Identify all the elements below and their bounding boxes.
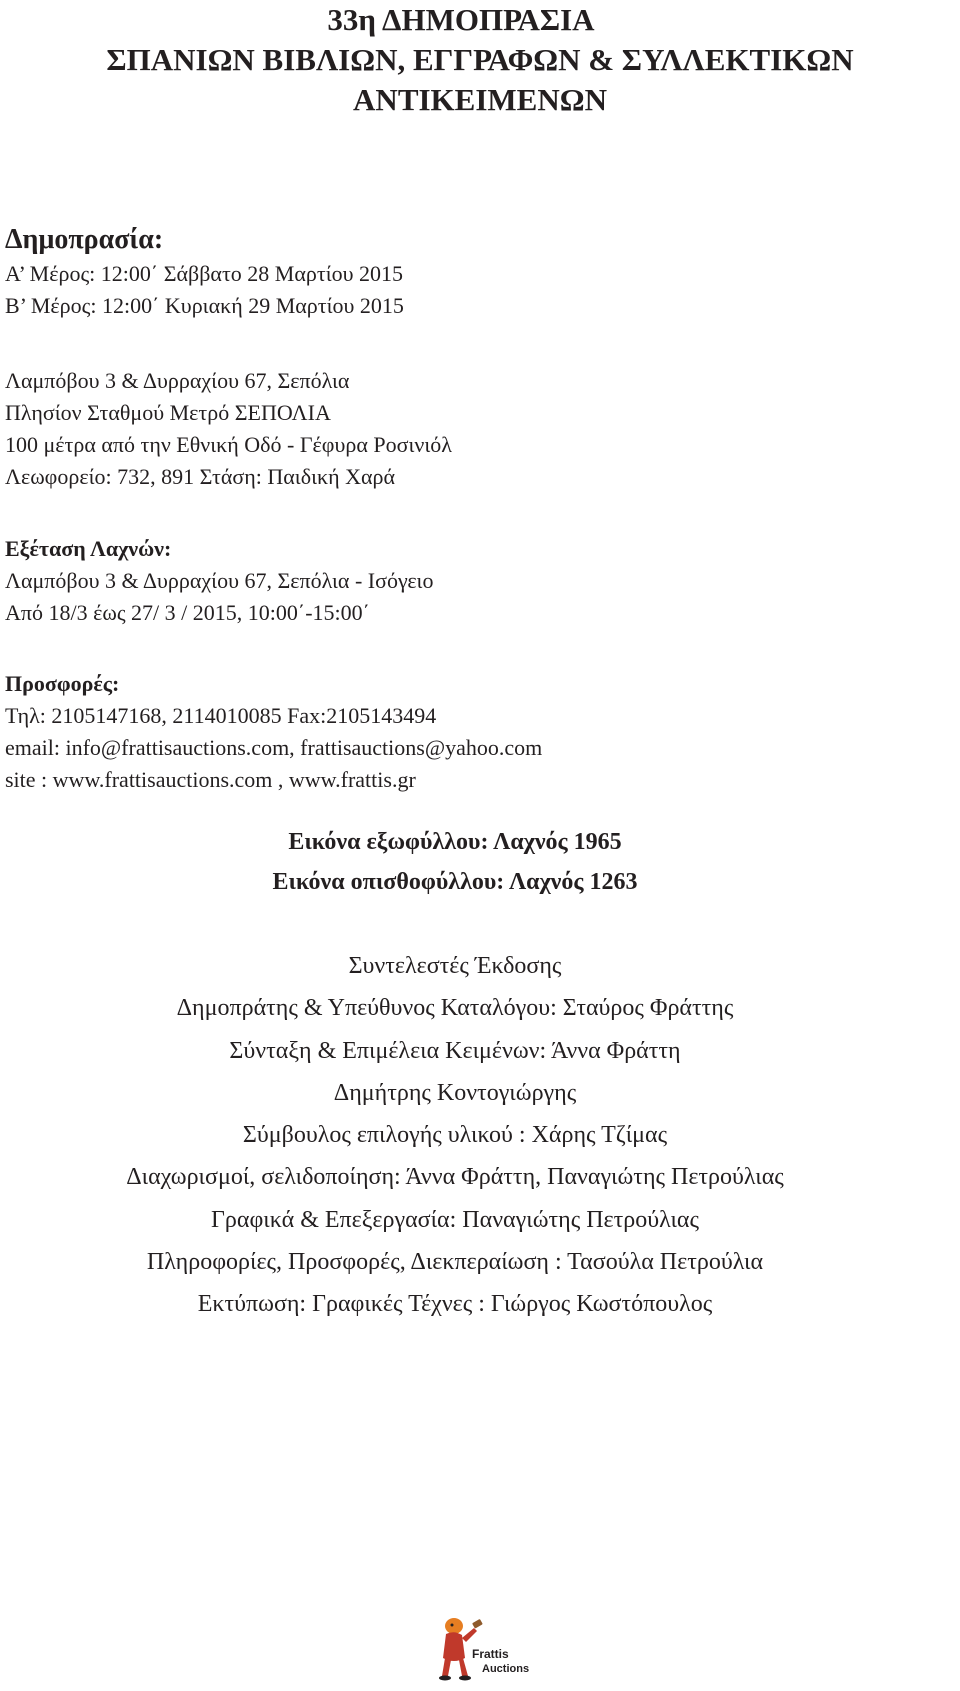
location-distance: 100 μέτρα από την Εθνική Οδό - Γέφυρα Ροσινιόλ: [5, 432, 452, 457]
auction-part-a: Α’ Μέρος: 12:00΄ Σάββατο 28 Μαρτίου 2015: [5, 261, 404, 286]
credit-line: Σύνταξη & Επιμέλεια Κειμένων: Άννα Φράττη: [229, 1037, 681, 1064]
title-line-1: 33η ΔΗΜΟΠΡΑΣΙΑ: [327, 2, 595, 37]
credits-heading: Συντελεστές Έκδοσης: [348, 953, 562, 979]
title-line-3: ΑΝΤΙΚΕΙΜΕΝΩΝ: [353, 82, 607, 117]
offers-section: [5, 668, 945, 796]
credit-line: Πληροφορίες, Προσφορές, Διεκπεραίωση : Τασούλα Πετρούλια: [146, 1249, 764, 1276]
location-metro: Πλησίον Σταθμού Μετρό ΣΕΠΟΛΙΑ: [5, 400, 331, 425]
back-cover-lot: Εικόνα οπισθοφύλλου: Λαχνός 1263: [272, 869, 638, 895]
credit-line: Σύμβουλος επιλογής υλικού : Χάρης Τζίμας: [242, 1122, 668, 1149]
viewing-heading: Εξέταση Λαχνών:: [5, 536, 172, 561]
offers-heading: Προσφορές:: [5, 671, 120, 696]
offers-phone: Τηλ: 2105147168, 2114010085 Fax:2105143494: [5, 703, 437, 728]
offers-email: email: info@frattisauctions.com, frattisauctions@yahoo.com: [5, 735, 543, 760]
offers-site: site : www.frattisauctions.com , www.frattis.gr: [5, 767, 416, 792]
credit-line: Εκτύπωση: Γραφικές Τέχνες : Γιώργος Κωστόπουλος: [197, 1291, 713, 1318]
credit-line: Δημοπράτης & Υπεύθυνος Καταλόγου: Σταύρος Φράττης: [176, 995, 734, 1022]
viewing-dates: Από 18/3 έως 27/ 3 / 2015, 10:00΄-15:00΄: [5, 600, 370, 625]
viewing-address: Λαμπόβου 3 & Δυρραχίου 67, Σεπόλια - Ισόγειο: [5, 568, 434, 593]
cover-images: [0, 822, 935, 902]
credit-line: Γραφικά & Επεξεργασία: Παναγιώτης Πετρούλιας: [211, 1206, 699, 1233]
front-cover-lot: Εικόνα εξωφύλλου: Λαχνός 1965: [288, 829, 622, 855]
location-address: Λαμπόβου 3 & Δυρραχίου 67, Σεπόλια: [5, 368, 350, 393]
credit-line: Δημήτρης Κοντογιώργης: [333, 1079, 577, 1106]
auction-heading: Δημοπρασία:: [5, 224, 164, 255]
viewing-section: [5, 533, 945, 629]
document-title: [0, 0, 960, 120]
frattis-auctions-logo: [432, 1608, 542, 1686]
auctioneer-figure-icon: [432, 1608, 542, 1686]
location-bus: Λεωφορείο: 732, 891 Στάση: Παιδική Χαρά: [5, 464, 395, 489]
auction-section: [5, 222, 945, 322]
credits-section: [0, 945, 935, 1326]
auction-part-b: Β’ Μέρος: 12:00΄ Κυριακή 29 Μαρτίου 2015: [5, 293, 404, 318]
logo-text-1: Frattis: [472, 1647, 509, 1661]
title-line-2: ΣΠΑΝΙΩΝ ΒΙΒΛΙΩΝ, ΕΓΓΡΑΦΩΝ & ΣΥΛΛΕΚΤΙΚΩΝ: [106, 42, 854, 77]
logo-text-2: Auctions: [482, 1663, 530, 1675]
credit-line: Διαχωρισμοί, σελιδοποίηση: Άννα Φράττη, Παναγιώτης Πετρούλιας: [126, 1164, 784, 1191]
location-section: [5, 365, 945, 493]
